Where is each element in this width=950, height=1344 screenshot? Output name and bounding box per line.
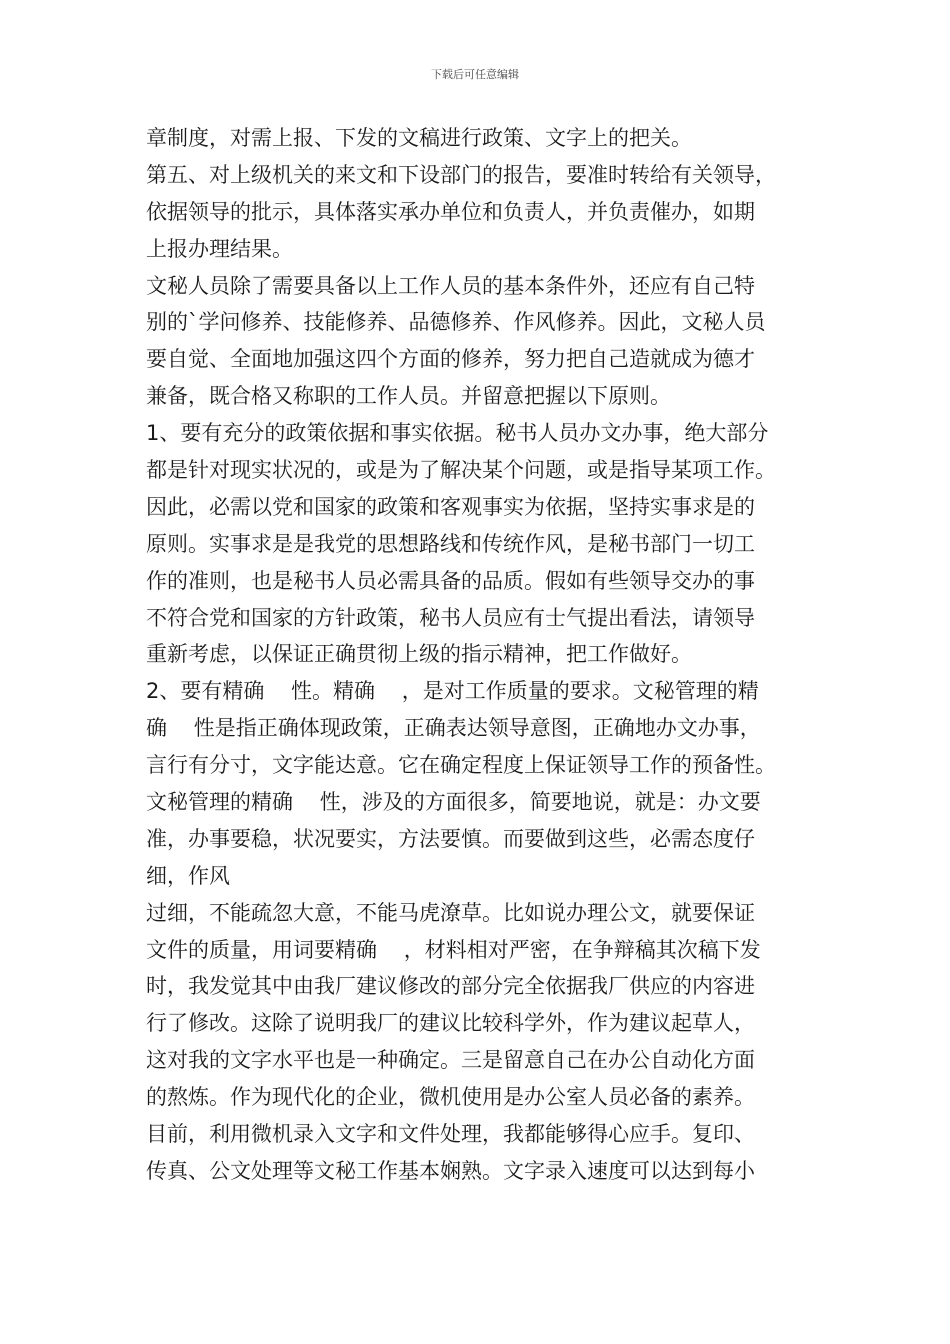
text-line: 别的`学问修养、技能修养、品德修养、作风修养。因此，文秘人员	[146, 310, 766, 335]
text-line: 文秘人员除了需要具备以上工作人员的基本条件外，还应有自己特	[146, 273, 755, 298]
text-line: 章制度，对需上报、下发的文稿进行政策、文字上的把关。	[146, 126, 692, 150]
text-line: 行了修改。这除了说明我厂的建议比较科学外，作为建议起草人，	[146, 1011, 755, 1036]
text-line: 作的准则，也是秘书人员必需具备的品质。假如有些领导交办的事	[146, 568, 755, 593]
text-line: 准，办事要稳，状况要实，方法要慎。而要做到这些，必需态度仔	[146, 826, 755, 851]
text-line: 这对我的文字水平也是一种确定。三是留意自己在办公自动化方面	[146, 1048, 755, 1073]
text-line: 兼备，既合格又称职的工作人员。并留意把握以下原则。	[146, 384, 671, 409]
text-line: 目前，利用微机录入文字和文件处理，我都能够得心应手。复印、	[146, 1122, 755, 1147]
text-line: 因此，必需以党和国家的政策和客观事实为依据，坚持实事求是的	[146, 494, 755, 519]
text-line: 细，作风	[146, 863, 230, 888]
text-line: 第五、对上级机关的来文和下设部门的报告，要准时转给有关领导，	[146, 162, 776, 187]
text-line: 上报办理结果。	[146, 236, 293, 261]
text-line: 1、要有充分的政策依据和事实依据。秘书人员办文办事，绝大部分	[146, 421, 769, 446]
text-line: 依据领导的批示，具体落实承办单位和负责人，并负责催办，如期	[146, 199, 755, 224]
text-line: 文件的质量，用词要精确 ，材料相对严密，在争辩稿其次稿下发	[146, 937, 761, 962]
text-line: 重新考虑，以保证正确贯彻上级的指示精神，把工作做好。	[146, 642, 692, 667]
text-line: 不符合党和国家的方针政策，秘书人员应有士气提出看法，请领导	[146, 605, 755, 630]
text-line: 确 性是指正确体现政策，正确表达领导意图，正确地办文办事，	[146, 716, 761, 741]
text-line: 过细，不能疏忽大意，不能马虎潦草。比如说办理公文，就要保证	[146, 900, 755, 925]
text-line: 时，我发觉其中由我厂建议修改的部分完全依据我厂供应的内容进	[146, 974, 755, 999]
text-line: 传真、公文处理等文秘工作基本娴熟。文字录入速度可以达到每小	[146, 1158, 755, 1183]
text-line: 文秘管理的精确 性，涉及的方面很多，简要地说，就是：办文要	[146, 790, 761, 815]
text-line: 要自觉、全面地加强这四个方面的修养，努力把自己造就成为德才	[146, 347, 755, 372]
text-line: 的熬炼。作为现代化的企业，微机使用是办公室人员必备的素养。	[146, 1085, 755, 1110]
text-line: 都是针对现实状况的，或是为了解决某个问题，或是指导某项工作。	[146, 458, 776, 483]
document-body	[146, 120, 818, 1190]
text-line: 2、要有精确 性。精确 ，是对工作质量的要求。文秘管理的精	[146, 679, 759, 704]
page-header: 下载后可任意编辑	[431, 68, 519, 81]
text-line: 原则。实事求是是我党的思想路线和传统作风，是秘书部门一切工	[146, 531, 755, 556]
text-line: 言行有分寸，文字能达意。它在确定程度上保证领导工作的预备性。	[146, 753, 776, 778]
